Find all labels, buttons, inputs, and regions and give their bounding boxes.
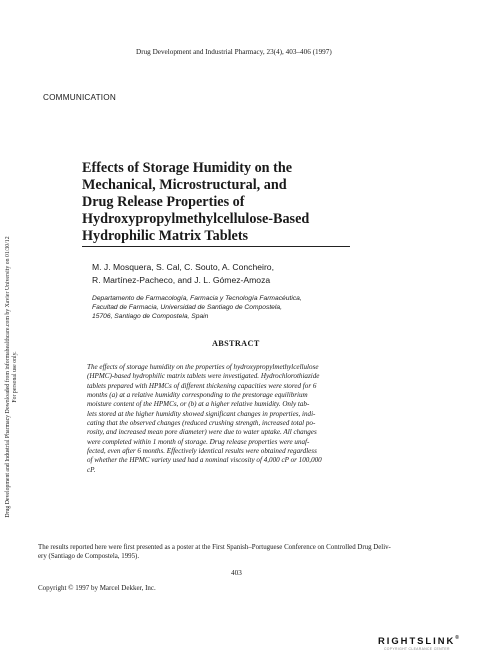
rightslink-logo: [378, 635, 459, 651]
abstract-line: moisture content of the HPMCs, or (b) at a higher relative humidity. Only tab-: [87, 400, 310, 409]
section-label: COMMUNICATION: [43, 93, 116, 102]
title-line: Hydroxypropylmethylcellulose-Based: [82, 211, 310, 227]
journal-citation: Drug Development and Industrial Pharmacy, 23(4), 403–406 (1997): [136, 48, 332, 56]
abstract-line: tablets prepared with HPMCs of different thickening capacities were stored for 6: [87, 381, 317, 390]
footnote-line: The results reported here were first presented as a poster at the First Spanish–Portuguese Conference on Controlled Drug Deliv-: [38, 544, 391, 551]
abstract-line: cP.: [87, 465, 96, 474]
download-notice-line: For personal use only.: [12, 351, 18, 403]
abstract-body: [87, 363, 373, 475]
affiliation: [92, 294, 302, 322]
author-list: [92, 261, 274, 286]
article-title: [82, 160, 382, 245]
affiliation-line: Facultad de Farmacia, Universidad de Santiago de Compostela,: [92, 304, 282, 312]
affiliation-line: 15706, Santiago de Compostela, Spain: [92, 313, 209, 321]
affiliation-line: Departamento de Farmacología, Farmacia y Tecnología Farmacéutica,: [92, 295, 302, 302]
registered-mark: ®: [455, 635, 459, 641]
download-notice-line: Drug Development and Industrial Pharmacy Downloaded from informahealthcare.com by Xavier University on 01/30/12: [5, 236, 11, 518]
abstract-heading: ABSTRACT: [212, 339, 260, 348]
abstract-line: months (a) at a relative humidity corresponding to the prestorage equilibrium: [87, 391, 308, 400]
title-line: Effects of Storage Humidity on the: [82, 160, 293, 176]
footnote: [38, 544, 450, 562]
abstract-line: of whether the HPMC variety used had a nominal viscosity of 4,000 cP or 100,000: [87, 456, 322, 465]
abstract-line: cating that the observed changes (reduced crushing strength, increased total po-: [87, 419, 316, 428]
abstract-line: (HPMC)-based hydrophilic matrix tablets were investigated. Hydrochlorothiazide: [87, 372, 320, 381]
abstract-line: were completed within 1 month of storage. Drug release properties were unaf-: [87, 437, 310, 446]
page-number: 403: [231, 569, 242, 577]
footnote-line: ery (Santiago de Compostela, 1995).: [38, 552, 140, 560]
abstract-line: lets stored at the higher humidity showed significant changes in properties, indi-: [87, 409, 316, 418]
copyright-notice: Copyright © 1997 by Marcel Dekker, Inc.: [38, 584, 156, 592]
title-divider: [82, 246, 350, 247]
title-line: Mechanical, Microstructural, and: [82, 177, 287, 193]
author-line: R. Martínez-Pacheco, and J. L. Gómez-Amoza: [92, 274, 271, 285]
title-line: Hydrophilic Matrix Tablets: [82, 228, 249, 244]
download-notice: [5, 197, 19, 557]
abstract-line: rosity, and increased mean pore diameter) were due to water uptake. All changes: [87, 428, 317, 437]
rightslink-wordmark: [378, 635, 459, 646]
abstract-line: The effects of storage humidity on the properties of hydroxypropylmethylcellulose: [87, 363, 319, 371]
title-line: Drug Release Properties of: [82, 194, 245, 210]
rightslink-word-link: LINK: [425, 635, 456, 646]
abstract-line: fected, even after 6 months. Effectively identical results were obtained regardless: [87, 447, 317, 456]
rightslink-tagline: COPYRIGHT CLEARANCE CENTER: [384, 647, 450, 651]
rightslink-word-rights: RIGHTS: [378, 635, 426, 646]
author-line: M. J. Mosquera, S. Cal, C. Souto, A. Concheiro,: [92, 262, 274, 272]
